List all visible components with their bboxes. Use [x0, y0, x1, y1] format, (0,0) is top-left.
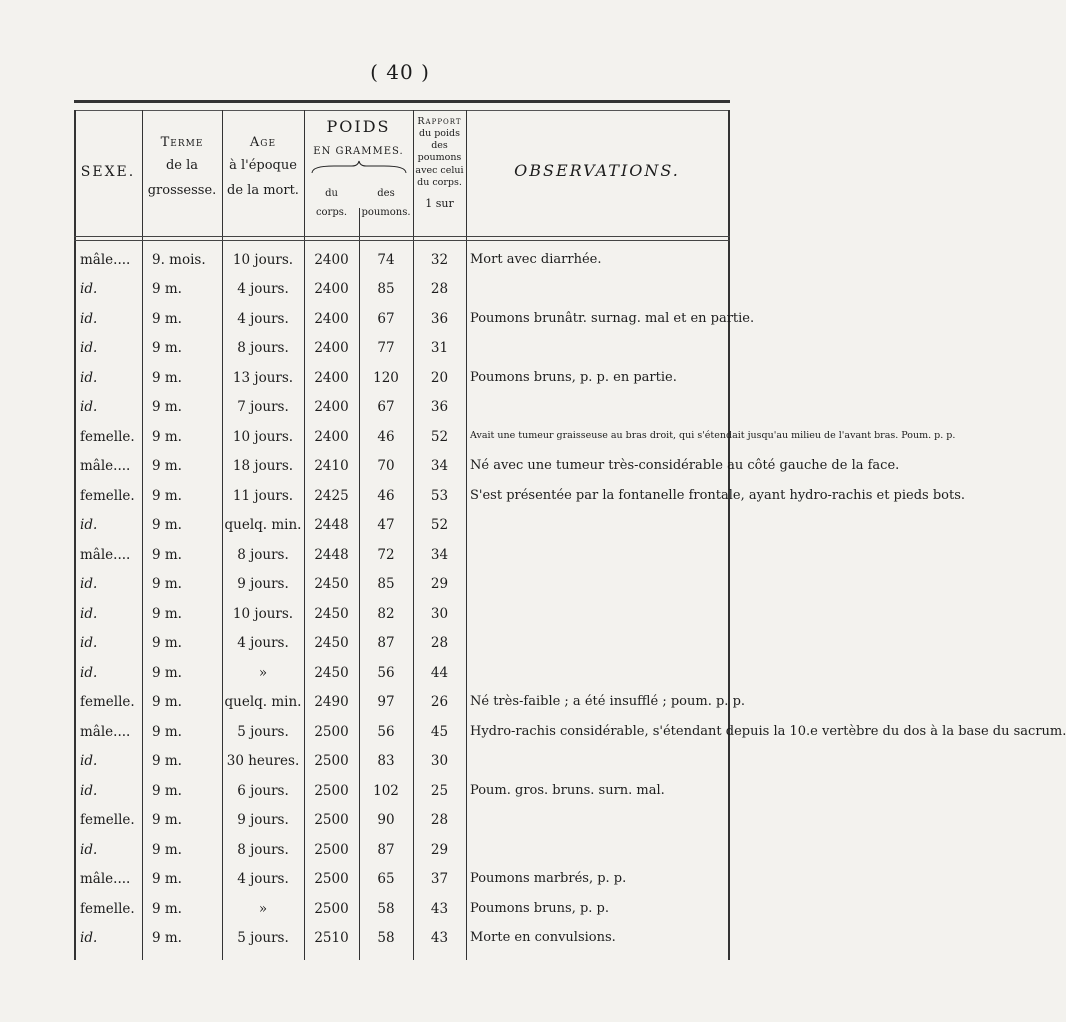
cell-age: quelq. min. [224, 517, 302, 534]
cell-age: 4 jours. [237, 635, 289, 652]
table-row [74, 481, 730, 511]
cell-sexe: id. [80, 930, 98, 947]
cell-age: 4 jours. [237, 871, 289, 888]
cell-rapport: 34 [430, 458, 449, 475]
cell-terme: 9 m. [152, 310, 182, 327]
cell-poids-corps: 2400 [314, 310, 349, 327]
header-poids-line1: POIDS [326, 117, 391, 136]
cell-poids-corps: 2450 [314, 576, 349, 593]
cell-sexe: femelle. [80, 812, 135, 829]
cell-observations [466, 747, 730, 777]
cell-rapport: 30 [430, 605, 449, 622]
table-row [74, 658, 730, 688]
cell-age: 8 jours. [237, 340, 289, 357]
cell-rapport: 32 [430, 251, 449, 268]
cell-observations: S'est présentée par la fontanelle frontale, ayant hydro-rachis et pieds bots. [470, 487, 966, 503]
cell-poids-poumons: 85 [377, 281, 395, 298]
cell-observations [466, 658, 730, 688]
header-du-corps-line1: du [325, 188, 338, 199]
cell-poids-corps: 2400 [314, 340, 349, 357]
cell-rapport: 30 [430, 753, 449, 770]
cell-poids-poumons: 56 [377, 664, 395, 681]
cell-terme: 9 m. [152, 723, 182, 740]
table-row [74, 393, 730, 423]
cell-terme: 9. mois. [152, 251, 206, 268]
cell-poids-poumons: 90 [377, 812, 395, 829]
cell-terme: 9 m. [152, 841, 182, 858]
cell-terme: 9 m. [152, 517, 182, 534]
cell-observations [466, 540, 730, 570]
cell-sexe: mâle.... [80, 723, 131, 740]
header-rapport-line3: des [431, 140, 448, 152]
cell-poids-poumons: 87 [377, 841, 395, 858]
cell-poids-corps: 2400 [314, 428, 349, 445]
cell-poids-corps: 2450 [314, 664, 349, 681]
top-rule-thin [74, 110, 730, 111]
cell-sexe: id. [80, 517, 98, 534]
table-row [74, 894, 730, 924]
cell-age: 10 jours. [232, 428, 294, 445]
cell-age: 5 jours. [237, 930, 289, 947]
cell-rapport: 37 [430, 871, 449, 888]
cell-observations: Mort avec diarrhée. [470, 251, 602, 267]
header-rapport-line1: Rapport [417, 116, 462, 127]
header-terme-line2: de la [165, 157, 199, 173]
cell-poids-poumons: 72 [377, 546, 395, 563]
cell-poids-corps: 2500 [314, 900, 349, 917]
table-row [74, 747, 730, 777]
table-row [74, 275, 730, 305]
cell-observations [466, 275, 730, 305]
header-rapport [413, 116, 466, 211]
cell-observations [466, 599, 730, 629]
cell-rapport: 52 [430, 428, 449, 445]
table-row [74, 422, 730, 452]
header-du-corps [304, 188, 359, 218]
cell-terme: 9 m. [152, 635, 182, 652]
cell-observations [466, 511, 730, 541]
cell-age: » [258, 900, 268, 917]
cell-poids-poumons: 46 [377, 487, 395, 504]
cell-poids-corps: 2400 [314, 399, 349, 416]
header-rule [74, 236, 730, 237]
cell-terme: 9 m. [152, 487, 182, 504]
cell-sexe: id. [80, 340, 98, 357]
cell-terme: 9 m. [152, 812, 182, 829]
table-row [74, 363, 730, 393]
cell-terme: 9 m. [152, 369, 182, 386]
cell-poids-poumons: 47 [377, 517, 395, 534]
cell-poids-corps: 2450 [314, 635, 349, 652]
cell-age: 7 jours. [237, 399, 289, 416]
cell-terme: 9 m. [152, 340, 182, 357]
cell-sexe: mâle.... [80, 871, 131, 888]
cell-poids-corps: 2510 [314, 930, 349, 947]
cell-observations: Avait une tumeur graisseuse au bras droit, qui s'étendait jusqu'au milieu de l'avant bras. Poum. p. p. [470, 430, 956, 442]
cell-rapport: 53 [430, 487, 449, 504]
header-age-line1: Age [249, 135, 277, 150]
table-row [74, 835, 730, 865]
cell-poids-poumons: 102 [373, 782, 399, 799]
cell-observations: Né très-faible ; a été insufflé ; poum. p. p. [470, 694, 746, 710]
cell-age: 8 jours. [237, 841, 289, 858]
cell-observations: Poum. gros. bruns. surn. mal. [470, 782, 665, 798]
cell-observations: Né avec une tumeur très-considérable au côté gauche de la face. [470, 458, 900, 474]
cell-poids-poumons: 87 [377, 635, 395, 652]
cell-age: 30 heures. [226, 753, 300, 770]
cell-sexe: femelle. [80, 487, 135, 504]
cell-rapport: 52 [430, 517, 449, 534]
cell-rapport: 28 [430, 281, 449, 298]
table-row [74, 245, 730, 275]
cell-terme: 9 m. [152, 782, 182, 799]
brace-icon [304, 160, 413, 176]
cell-terme: 9 m. [152, 576, 182, 593]
cell-sexe: id. [80, 369, 98, 386]
cell-rapport: 45 [430, 723, 449, 740]
cell-rapport: 28 [430, 635, 449, 652]
table-row [74, 511, 730, 541]
cell-poids-corps: 2500 [314, 723, 349, 740]
data-table [74, 245, 1066, 953]
cell-sexe: id. [80, 281, 98, 298]
cell-observations [466, 806, 730, 836]
header-age-line2: à l'époque [229, 157, 297, 173]
cell-terme: 9 m. [152, 900, 182, 917]
cell-rapport: 26 [430, 694, 449, 711]
cell-sexe: id. [80, 605, 98, 622]
header-sexe: SEXE. [80, 164, 136, 180]
cell-poids-corps: 2400 [314, 369, 349, 386]
cell-sexe: id. [80, 753, 98, 770]
cell-poids-corps: 2448 [314, 546, 349, 563]
cell-poids-corps: 2450 [314, 605, 349, 622]
cell-terme: 9 m. [152, 753, 182, 770]
cell-poids-poumons: 82 [377, 605, 395, 622]
cell-poids-poumons: 67 [377, 399, 395, 416]
table-row [74, 540, 730, 570]
cell-observations [466, 629, 730, 659]
cell-poids-corps: 2500 [314, 812, 349, 829]
cell-sexe: mâle.... [80, 251, 131, 268]
cell-observations: Poumons marbrés, p. p. [470, 871, 627, 887]
cell-terme: 9 m. [152, 930, 182, 947]
cell-sexe: id. [80, 576, 98, 593]
table-row [74, 865, 730, 895]
header-age-line3: de la mort. [227, 182, 299, 198]
header-rapport-line5: avec celui [415, 164, 464, 176]
cell-age: 6 jours. [237, 782, 289, 799]
cell-poids-poumons: 67 [377, 310, 395, 327]
cell-rapport: 36 [430, 399, 449, 416]
cell-age: 5 jours. [237, 723, 289, 740]
table-body [74, 245, 1066, 953]
cell-terme: 9 m. [152, 871, 182, 888]
header-rapport-unit: 1 sur [425, 196, 454, 210]
cell-rapport: 25 [430, 782, 449, 799]
cell-rapport: 36 [430, 310, 449, 327]
cell-poids-poumons: 56 [377, 723, 395, 740]
cell-sexe: id. [80, 635, 98, 652]
cell-age: » [258, 664, 268, 681]
cell-poids-poumons: 85 [377, 576, 395, 593]
cell-observations [466, 334, 730, 364]
cell-poids-poumons: 70 [377, 458, 395, 475]
cell-age: quelq. min. [224, 694, 302, 711]
cell-age: 11 jours. [232, 487, 294, 504]
cell-terme: 9 m. [152, 694, 182, 711]
cell-age: 10 jours. [232, 251, 294, 268]
cell-age: 10 jours. [232, 605, 294, 622]
cell-poids-poumons: 77 [377, 340, 395, 357]
table-row [74, 688, 730, 718]
cell-rapport: 20 [430, 369, 449, 386]
header-observations: OBSERVATIONS. [514, 161, 680, 180]
cell-terme: 9 m. [152, 605, 182, 622]
cell-rapport: 31 [430, 340, 449, 357]
cell-observations [466, 393, 730, 423]
cell-terme: 9 m. [152, 428, 182, 445]
table-row [74, 717, 730, 747]
cell-terme: 9 m. [152, 281, 182, 298]
top-rule [74, 100, 730, 103]
header-rule [74, 240, 730, 241]
table-row [74, 452, 730, 482]
cell-poids-poumons: 58 [377, 930, 395, 947]
cell-poids-poumons: 46 [377, 428, 395, 445]
cell-terme: 9 m. [152, 664, 182, 681]
cell-poids-poumons: 83 [377, 753, 395, 770]
header-age [222, 136, 304, 199]
table-row [74, 629, 730, 659]
cell-sexe: femelle. [80, 900, 135, 917]
cell-poids-poumons: 58 [377, 900, 395, 917]
cell-rapport: 34 [430, 546, 449, 563]
table-row [74, 924, 730, 954]
cell-rapport: 29 [430, 841, 449, 858]
table-row [74, 599, 730, 629]
cell-sexe: femelle. [80, 694, 135, 711]
cell-age: 18 jours. [232, 458, 294, 475]
cell-observations: Poumons bruns, p. p. en partie. [470, 369, 677, 385]
cell-sexe: id. [80, 399, 98, 416]
header-rapport-line4: poumons [417, 152, 462, 164]
cell-poids-corps: 2500 [314, 753, 349, 770]
header-des-poumons-line2: poumons. [361, 206, 411, 218]
cell-poids-poumons: 120 [373, 369, 399, 386]
cell-sexe: id. [80, 841, 98, 858]
cell-poids-poumons: 97 [377, 694, 395, 711]
cell-age: 9 jours. [237, 812, 289, 829]
header-du-corps-line2: corps. [315, 206, 348, 218]
cell-poids-corps: 2448 [314, 517, 349, 534]
header-rapport-line2: du poids [418, 128, 460, 140]
cell-poids-corps: 2500 [314, 841, 349, 858]
cell-poids-corps: 2500 [314, 782, 349, 799]
table-row [74, 806, 730, 836]
cell-observations: Hydro-rachis considérable, s'étendant depuis la 10.e vertèbre du dos à la base du sacrum. [470, 723, 1066, 739]
header-terme [142, 136, 222, 199]
header-terme-line1: Terme [160, 135, 204, 150]
cell-age: 13 jours. [232, 369, 294, 386]
cell-sexe: id. [80, 664, 98, 681]
page-number: ( 40 ) [370, 60, 430, 84]
cell-sexe: mâle.... [80, 546, 131, 563]
cell-terme: 9 m. [152, 546, 182, 563]
cell-observations: Poumons bruns, p. p. [470, 900, 610, 916]
cell-observations: Morte en convulsions. [470, 930, 616, 946]
header-des-poumons [359, 188, 413, 218]
cell-rapport: 29 [430, 576, 449, 593]
cell-poids-poumons: 65 [377, 871, 395, 888]
cell-sexe: id. [80, 310, 98, 327]
cell-observations: Poumons brunâtr. surnag. mal et en partie. [470, 310, 755, 326]
cell-sexe: id. [80, 782, 98, 799]
cell-age: 9 jours. [237, 576, 289, 593]
cell-poids-corps: 2425 [314, 487, 349, 504]
cell-poids-corps: 2500 [314, 871, 349, 888]
header-poids-line2: EN GRAMMES. [313, 146, 404, 158]
cell-poids-corps: 2400 [314, 281, 349, 298]
header-des-poumons-line1: des [377, 188, 395, 199]
cell-age: 4 jours. [237, 281, 289, 298]
table-row [74, 304, 730, 334]
cell-rapport: 43 [430, 900, 449, 917]
cell-age: 8 jours. [237, 546, 289, 563]
cell-poids-corps: 2410 [314, 458, 349, 475]
cell-poids-poumons: 74 [377, 251, 395, 268]
table-row [74, 334, 730, 364]
cell-rapport: 28 [430, 812, 449, 829]
table-row [74, 570, 730, 600]
cell-rapport: 43 [430, 930, 449, 947]
cell-observations [466, 570, 730, 600]
table-row [74, 776, 730, 806]
cell-sexe: mâle.... [80, 458, 131, 475]
cell-sexe: femelle. [80, 428, 135, 445]
cell-rapport: 44 [430, 664, 449, 681]
cell-terme: 9 m. [152, 399, 182, 416]
cell-poids-corps: 2490 [314, 694, 349, 711]
cell-poids-corps: 2400 [314, 251, 349, 268]
header-poids [304, 118, 413, 176]
data-table-sheet [74, 100, 1066, 960]
header-rapport-line6: du corps. [417, 176, 462, 188]
cell-terme: 9 m. [152, 458, 182, 475]
cell-age: 4 jours. [237, 310, 289, 327]
cell-observations [466, 835, 730, 865]
header-terme-line3: grossesse. [147, 182, 217, 198]
